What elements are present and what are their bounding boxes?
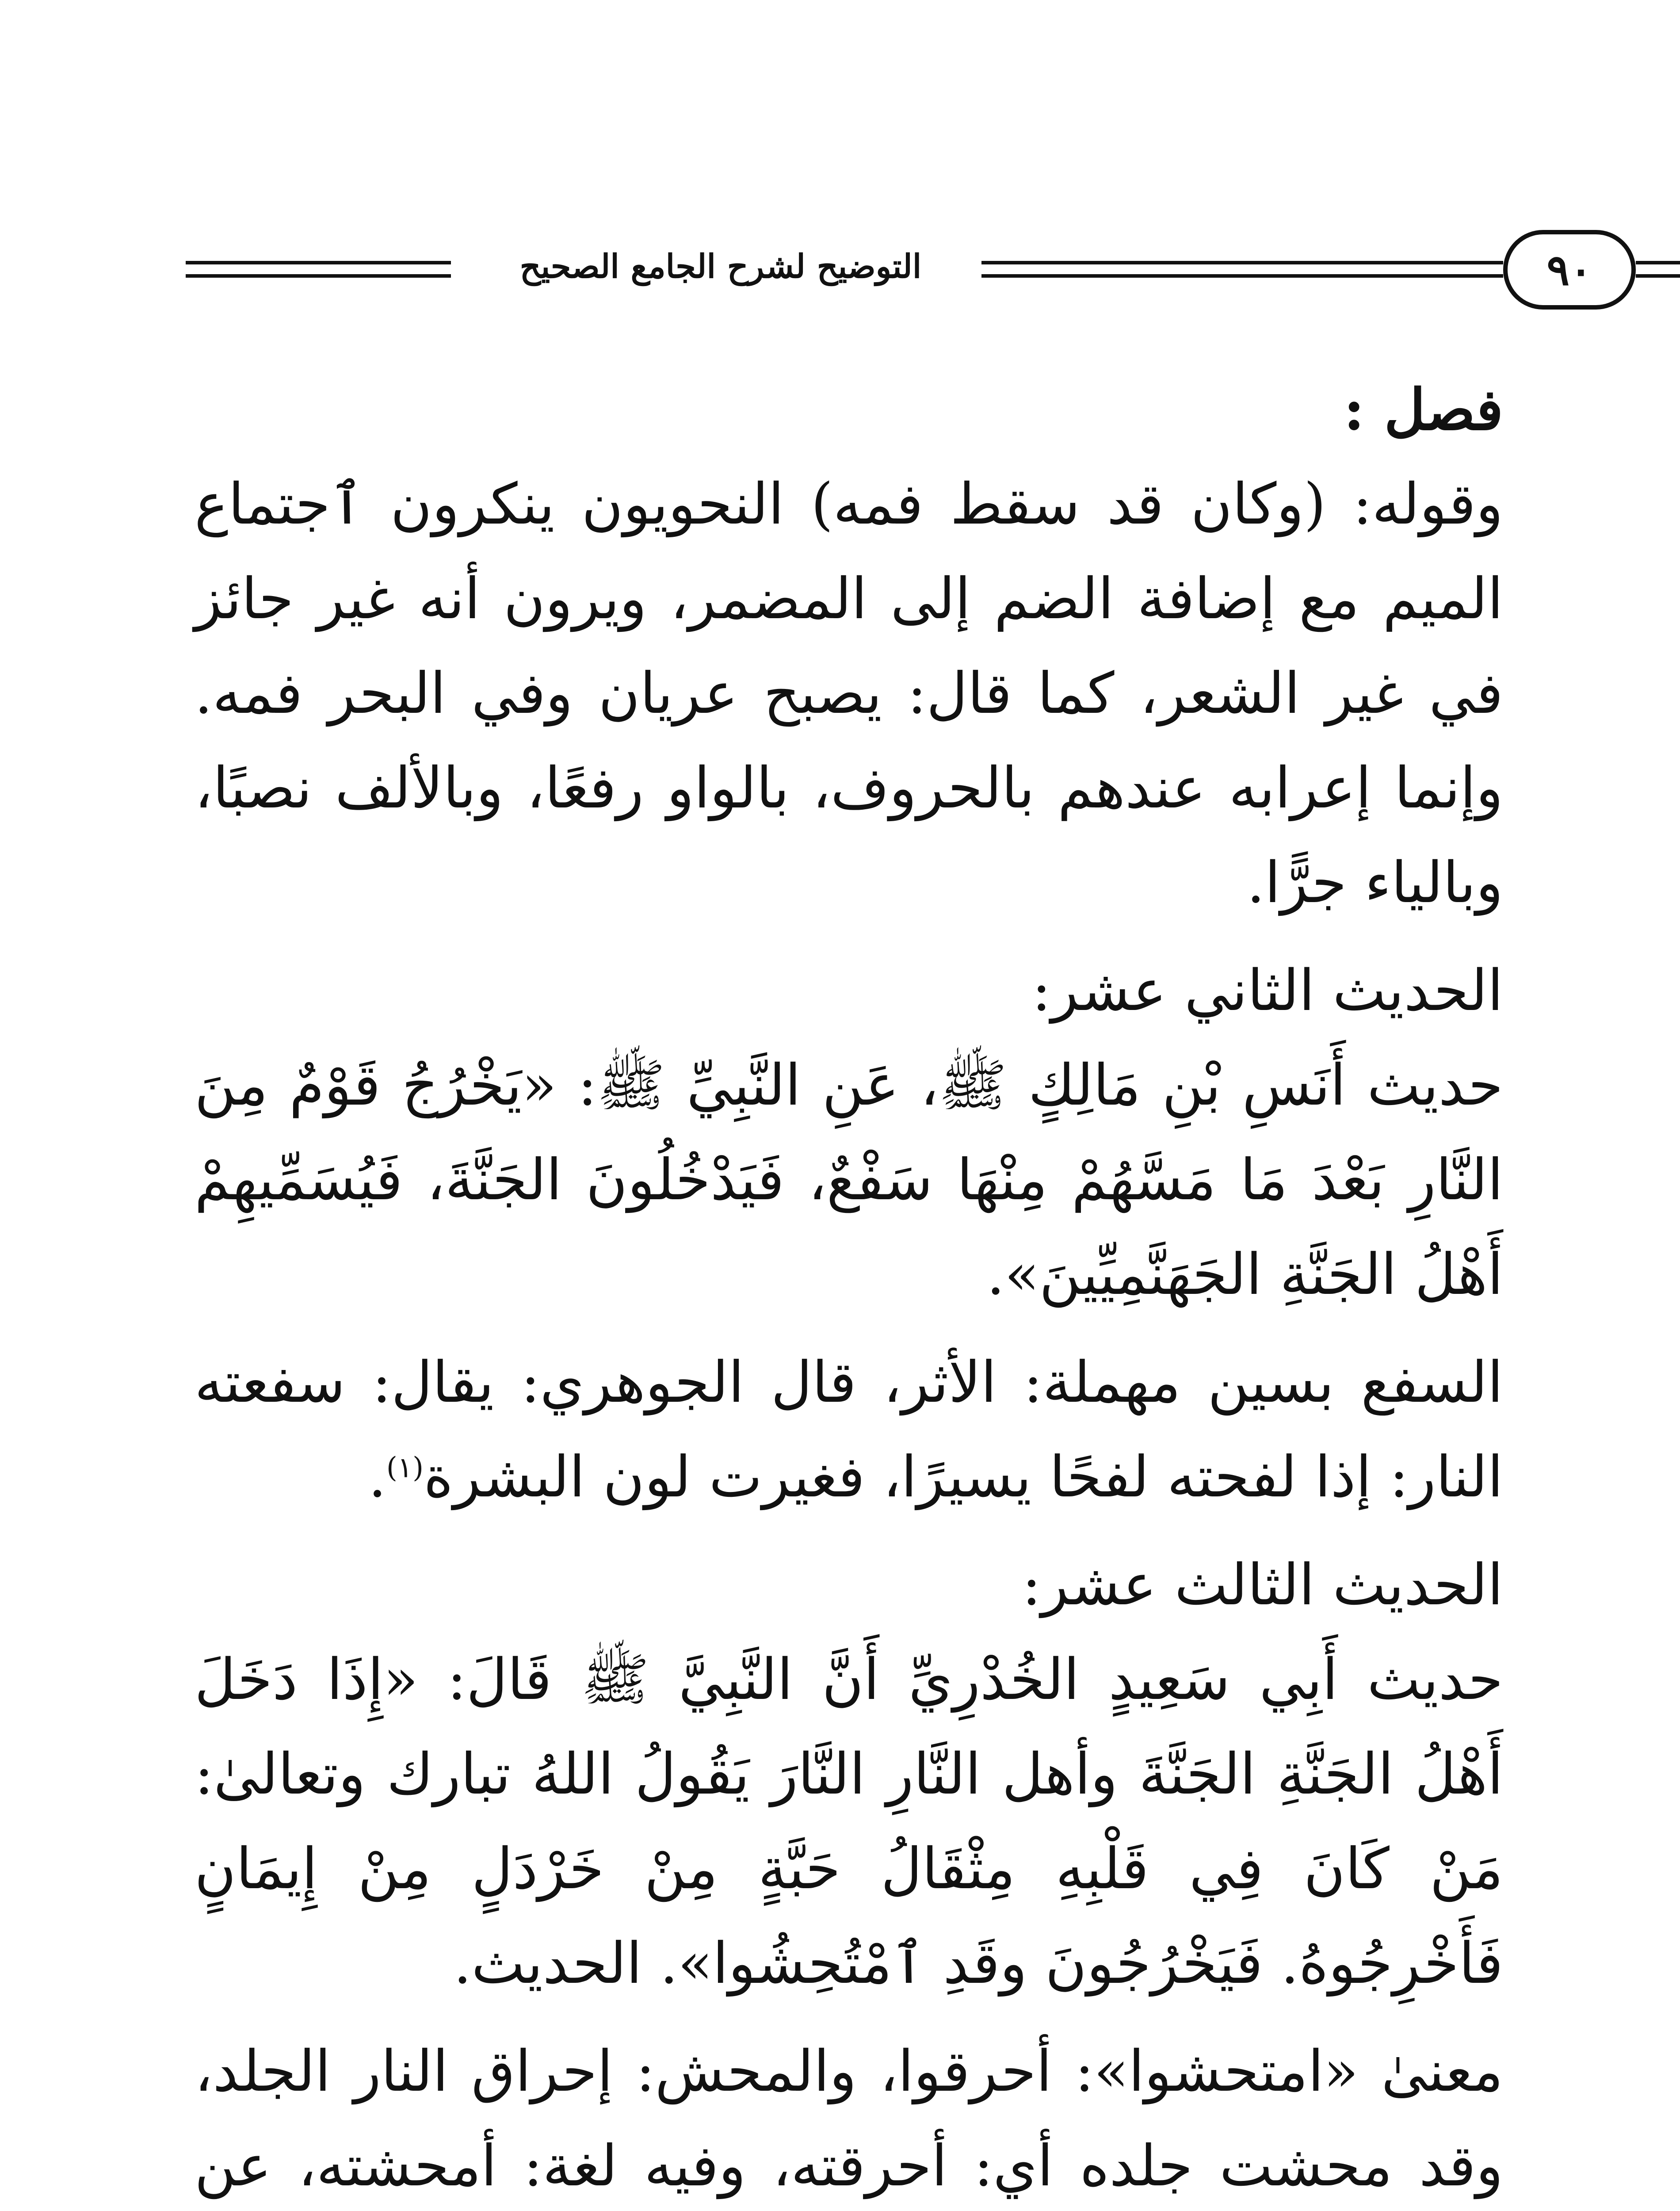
paragraph-imtahashu-text: معنىٰ «امتحشوا»: أحرقوا، والمحش: إحراق النار الجلد، وقد محشت جلده أي: أحرقته، وفيه لغة: أمحشته، عن — [195, 2039, 1503, 2199]
section-title: فصل : — [1344, 377, 1503, 443]
hadith-text-12: حديث أَنَسِ بْنِ مَالِكٍ ﷺ، عَنِ النَّبِيِّ ﷺ: «يَخْرُجُ قَوْمٌ مِنَ النَّارِ بَعْدَ مَا مَسَّهُمْ مِنْهَا سَفْعٌ، فَيَدْخُلُونَ الجَنَّةَ، فَيُسَمِّيهِمْ أَهْلُ الجَنَّةِ الجَهَنَّمِيِّينَ». — [195, 1052, 1503, 1308]
page-header — [186, 230, 1592, 310]
header-rule-right — [1636, 261, 1680, 264]
main-text — [195, 363, 1503, 2211]
paragraph-grammar-note: وقوله: (وكان قد سقط فمه) النحويون ينكرون ٱجتماع الميم مع إضافة الضم إلى المضمر، ويرون أنه غير جائز في غير الشعر، كما قال: يصبح عريان وفي البحر فمه. وإنما إعرابه عندهم بالحروف، بالواو رفعًا، وبالألف نصبًا، وبالياء جرًّا. — [195, 471, 1504, 916]
footnote-ref-1[interactable]: (١) — [386, 1451, 424, 1484]
header-title: التوضيح لشرح الجامع الصحيح — [519, 248, 922, 286]
paragraph-imtahashu — [195, 2024, 1503, 2211]
header-rule-middle-2 — [981, 274, 1503, 278]
header-rule-left-2 — [186, 274, 451, 278]
hadith-text-13: حديث أَبِي سَعِيدٍ الخُدْرِيِّ أَنَّ النَّبِيَّ ﷺ قَالَ: «إِذَا دَخَلَ أَهْلُ الجَنَّةِ الجَنَّةَ وأهل النَّارِ النَّارَ يَقُولُ اللهُ تبارك وتعالىٰ: مَنْ كَانَ فِي قَلْبِهِ مِثْقَالُ حَبَّةٍ مِنْ خَرْدَلٍ مِنْ إِيمَانٍ فَأَخْرِجُوهُ. فَيَخْرُجُونَ وقَدِ ٱمْتُحِشُوا». الحديث. — [195, 1647, 1504, 1997]
paragraph-safa-text: السفع بسين مهملة: الأثر، قال الجوهري: يقال: سفعته النار: إذا لفحته لفحًا يسيرًا، فغيرت لون البشرة — [195, 1350, 1503, 1510]
hadith-heading-12: الحديث الثاني عشر: — [1032, 958, 1503, 1024]
header-rule-left — [186, 261, 451, 264]
page-number: ٩٠ — [1503, 230, 1636, 310]
hadith-heading-13: الحديث الثالث عشر: — [1022, 1552, 1503, 1618]
header-rule-middle — [981, 261, 1503, 264]
paragraph-safa-definition: السفع بسين مهملة: الأثر، قال الجوهري: يقال: سفعته النار: إذا لفحته لفحًا يسيرًا، فغيرت لون البشرة$^{(١)}$. — [195, 1350, 1503, 1510]
header-rule-right-2 — [1636, 274, 1680, 278]
